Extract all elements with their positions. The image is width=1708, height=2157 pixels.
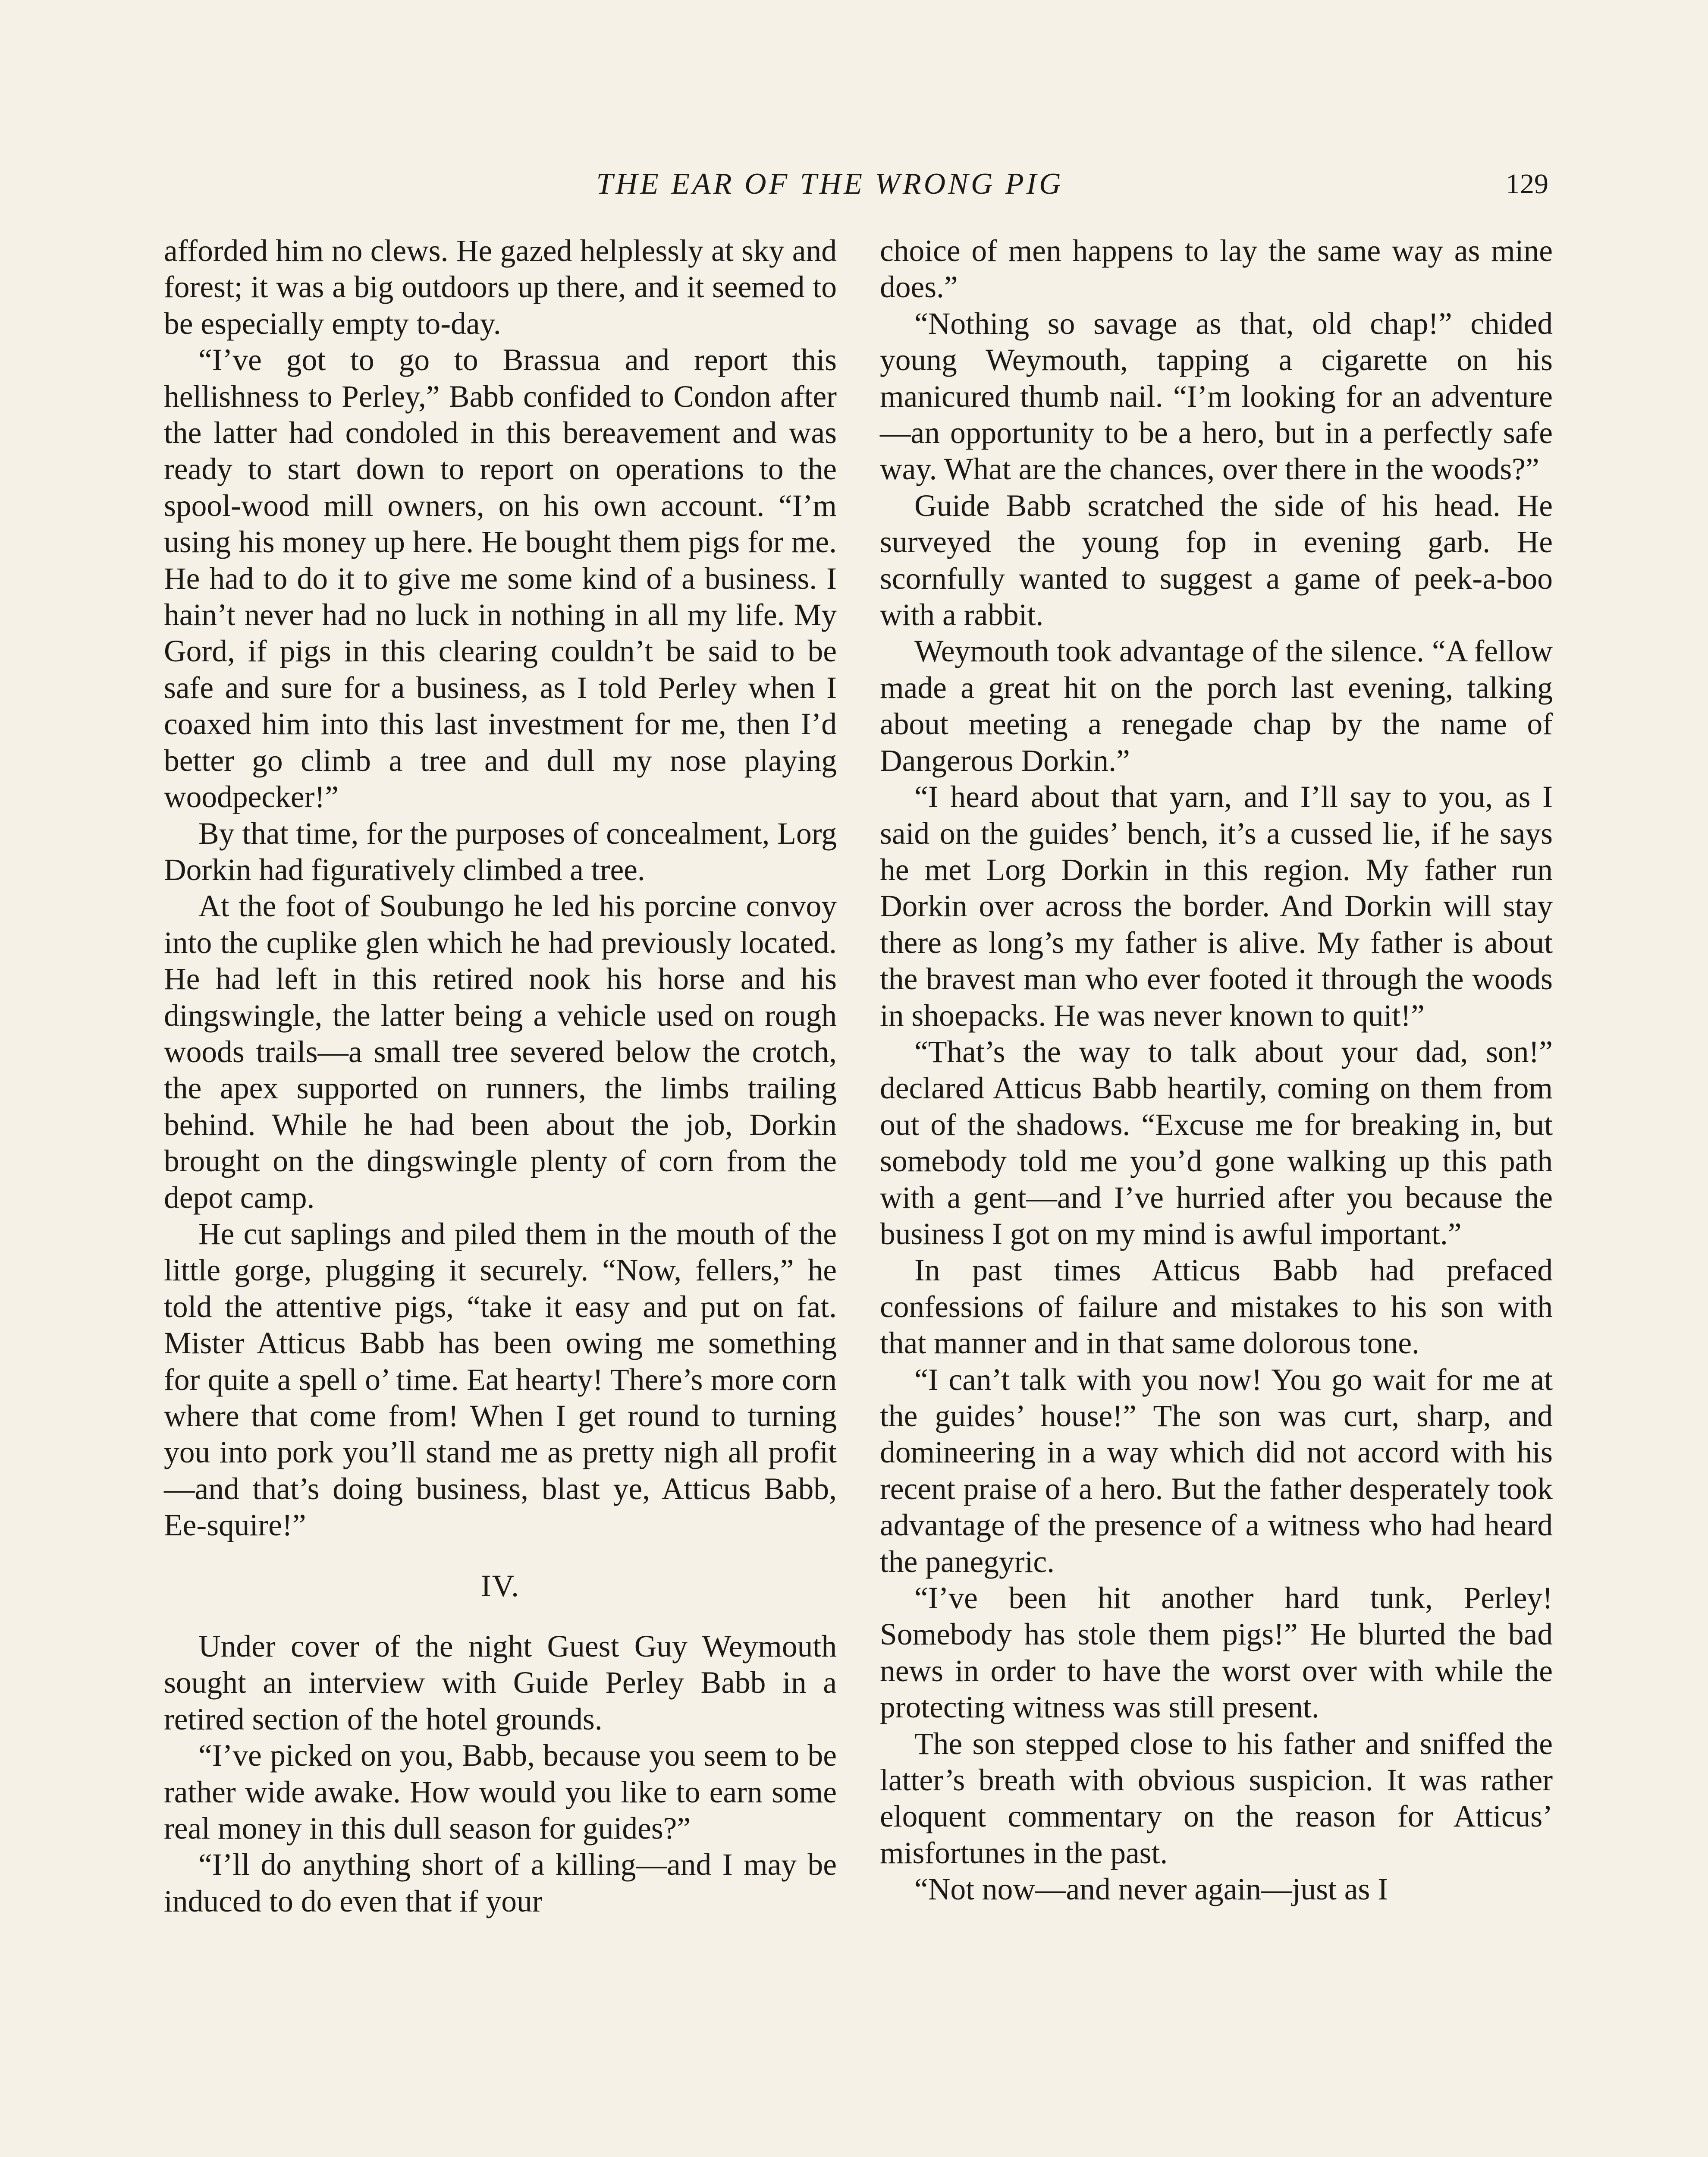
paragraph: “That’s the way to talk about your dad, son!” declared Atticus Babb heartily, coming on them from out of the shadows. “Excuse me for breaking in, but somebody told me you’d gone walking up this path with a gent—and I’ve hurried after you because the business I got on my mind is awful important.” — [880, 1034, 1553, 1251]
paragraph: choice of men happens to lay the same way as mine does.” — [880, 234, 1553, 305]
paragraph: At the foot of Soubungo he led his porcine convoy into the cuplike glen which he had previously located. He had left in this retired nook his horse and his dingswingle, the latter being a vehicle used on rough woods trails—a small tree severed below the crotch, the apex supported on runners, the limbs trailing behind. While he had been about the job, Dorkin brought on the dingswingle plenty of corn from the depot camp. — [164, 889, 837, 1215]
paragraph: “Not now—and never again—just as I — [914, 1872, 1388, 1907]
paragraph: afforded him no clews. He gazed helplessly at sky and forest; it was a big outdoors up there, and it seemed to be especially empty to-day. — [164, 234, 837, 341]
paragraph: Guide Babb scratched the side of his head. He surveyed the young fop in evening garb. He scornfully wanted to suggest a game of peek-a-boo with a rabbit. — [880, 488, 1553, 632]
paragraph: “I’ll do anything short of a killing—and I may be induced to do even that if your — [164, 1848, 837, 1918]
paragraph: Under cover of the night Guest Guy Weymouth sought an interview with Guide Perley Babb in a retired section of the hotel grounds. — [164, 1629, 837, 1736]
paragraph: “I’ve got to go to Brassua and report this hellishness to Perley,” Babb confided to Condon after the latter had condoled in this bereavement and was ready to start down to report on operations to the spool-wood mill owners, on his own account. “I’m using his money up here. He bought them pigs for me. He had to do it to give me some kind of a business. I hain’t never had no luck in nothing in all my life. My Gord, if pigs in this clearing couldn’t be said to be safe and sure for a business, as I told Perley when I coaxed him into this last investment for me, then I’d better go climb a tree and dull my nose playing woodpecker!” — [164, 343, 837, 814]
paragraph: “I’ve been hit another hard tunk, Perley! Somebody has stole them pigs!” He blurted the bad news in order to have the worst over with while the protecting witness was still present. — [880, 1581, 1553, 1725]
left-column — [164, 233, 837, 2157]
running-header — [160, 160, 1548, 208]
right-column — [880, 233, 1553, 2157]
paragraph: Weymouth took advantage of the silence. “A fellow made a great hit on the porch last evening, talking about meeting a renegade chap by the name of Dangerous Dorkin.” — [880, 634, 1553, 778]
running-title: THE EAR OF THE WRONG PIG — [596, 167, 1064, 201]
paragraph: “I’ve picked on you, Babb, because you seem to be rather wide awake. How would you like to earn some real money in this dull season for guides?” — [164, 1739, 837, 1846]
paragraph: “Nothing so savage as that, old chap!” chided young Weymouth, tapping a cigarette on his manicured thumb nail. “I’m looking for an adventure—an opportunity to be a hero, but in a perfectly safe way. What are the chances, over there in the woods?” — [880, 306, 1553, 487]
paragraph: “I heard about that yarn, and I’ll say to you, as I said on the guides’ bench, it’s a cussed lie, if he says he met Lorg Dorkin in this region. My father run Dorkin over across the border. And Dorkin will stay there as long’s my father is alive. My father is about the bravest man who ever footed it through the woods in shoepacks. He was never known to quit!” — [880, 780, 1553, 1033]
paragraph: “I can’t talk with you now! You go wait for me at the guides’ house!” The son was curt, sharp, and domineering in a way which did not accord with his recent praise of a hero. But the father desperately took advantage of the presence of a witness who had heard the panegyric. — [880, 1362, 1553, 1579]
page-number: 129 — [1506, 168, 1548, 200]
section-heading: IV. — [480, 1569, 520, 1603]
paragraph: He cut saplings and piled them in the mouth of the little gorge, plugging it securely. “Now, fellers,” he told the attentive pigs, “take it easy and put on fat. Mister Atticus Babb has been owing me something for quite a spell o’ time. Eat hearty! There’s more corn where that come from! When I get round to turning you into pork you’ll stand me as pretty nigh all profit—and that’s doing business, blast ye, Atticus Babb, Ee-squire!” — [164, 1217, 837, 1543]
paragraph: The son stepped close to his father and sniffed the latter’s breath with obvious suspicion. It was rather eloquent commentary on the reason for Atticus’ misfortunes in the past. — [880, 1726, 1553, 1870]
paragraph: In past times Atticus Babb had prefaced confessions of failure and mistakes to his son with that manner and in that same dolorous tone. — [880, 1253, 1553, 1361]
paragraph: By that time, for the purposes of concealment, Lorg Dorkin had figuratively climbed a tree. — [164, 816, 837, 887]
